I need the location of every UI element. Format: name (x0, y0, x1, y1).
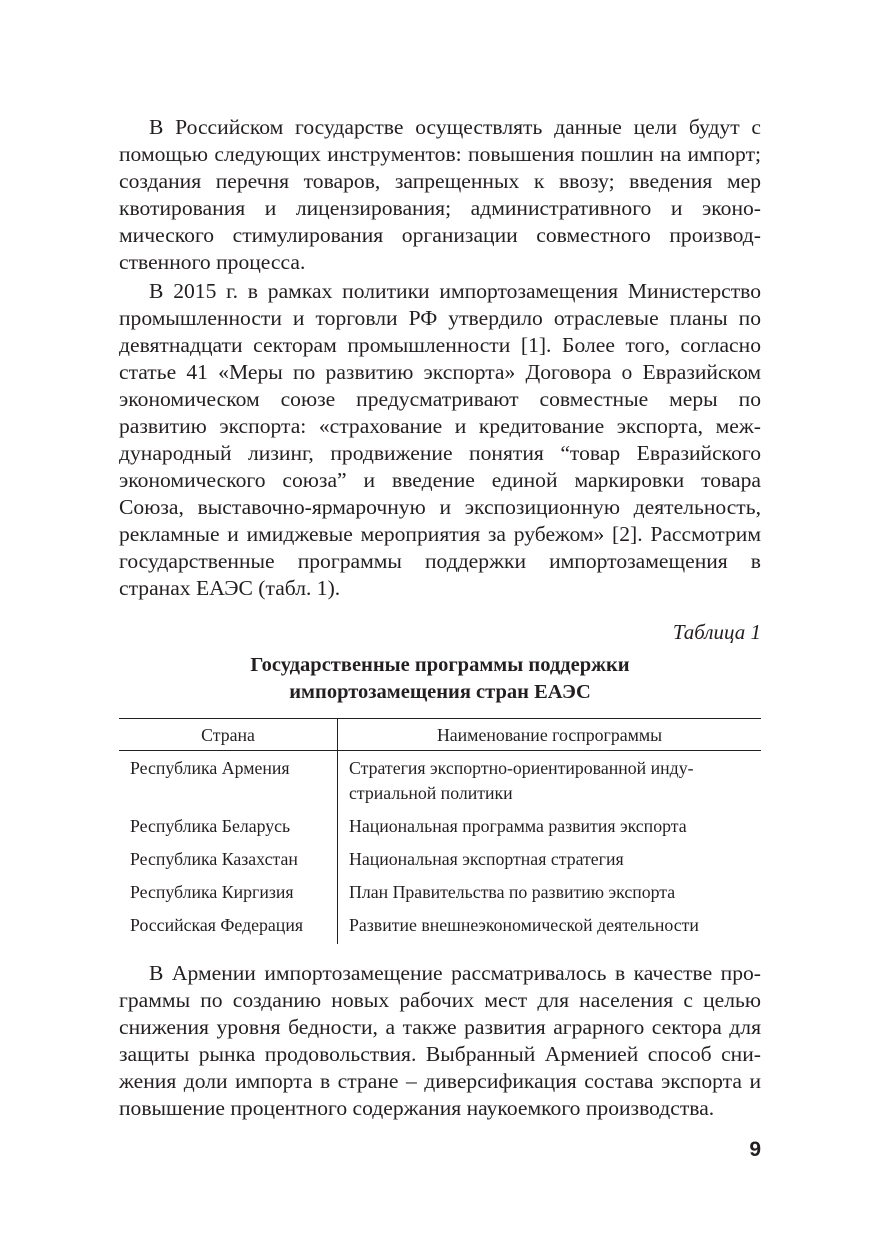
table-row (119, 845, 761, 878)
country-cell: Республика Казахстан (130, 849, 298, 869)
column-header-country: Страна (119, 719, 338, 751)
table-header-row (119, 719, 761, 751)
program-cell: План Правительства по развитию экспорта (338, 878, 762, 911)
table-title-line: Государственные программы поддержки (250, 654, 630, 676)
paragraph-block (119, 278, 761, 602)
program-cell: Национальная программа развития экспорта (338, 812, 762, 845)
programs-table (119, 718, 761, 944)
table-title-line: импортозамещения стран ЕАЭС (289, 681, 591, 703)
table-row (119, 812, 761, 845)
paragraph: В Российском государстве осуществлять данные цели будут с помощью следующих инструментов: повышения пошлин на импорт; создания перечня товаров, запрещенных к ввозу; введения мер квотирования и лицензирования; административного и экономического стимулирования организации совместного производственного процесса. (119, 115, 761, 274)
country-cell: Российская Федерация (130, 915, 304, 935)
program-cell: Развитие внешнеэкономической деятельности (338, 911, 762, 944)
table-row (119, 751, 761, 813)
table-row (119, 911, 761, 944)
program-cell: Стратегия экспортно-ориентированной индустриальной политики (338, 751, 762, 813)
program-cell: Национальная экспортная стратегия (338, 845, 762, 878)
column-header-program: Наименование госпрограммы (338, 719, 762, 751)
paragraph: В 2015 г. в рамках политики импортозамещения Министерство промышленности и торговли РФ утвердило отраслевые планы по девятнадцати секторам промышленности [1]. Более того, согласно статье 41 «Меры по развитию экспорта» Договора о Евразийском экономическом союзе предусматривают совместные меры по развитию экспорта: «страхование и кредитование экспорта, международный лизинг, продвижение понятия “товар Евразийского экономического союза” и введение единой маркировки товара Союза, выставочно-ярмарочную и экспозиционную деятельность, рекламные и имиджевые мероприятия за рубежом» [2]. Рассмотрим государственные программы поддержки импортозамещения в странах ЕАЭС (табл. 1). (119, 279, 761, 600)
paragraph-block (119, 960, 761, 1122)
paragraph-block (119, 114, 761, 276)
country-cell: Республика Киргизия (130, 882, 294, 902)
table-label: Таблица 1 (672, 620, 761, 644)
country-cell: Республика Армения (130, 758, 290, 778)
table-row (119, 878, 761, 911)
table-title (119, 652, 761, 706)
paragraph: В Армении импортозамещение рассматривалось в качестве программы по созданию новых рабочих мест для населения с целью снижения уровня бедности, а также развития аграрного сектора для защиты рынка продовольствия. Выбранный Арменией способ снижения доли импорта в стране – диверсификация состава экспорта и повышение процентного содержания наукоемкого производства. (119, 961, 761, 1120)
page-number: 9 (749, 1138, 761, 1161)
country-cell: Республика Беларусь (130, 816, 291, 836)
